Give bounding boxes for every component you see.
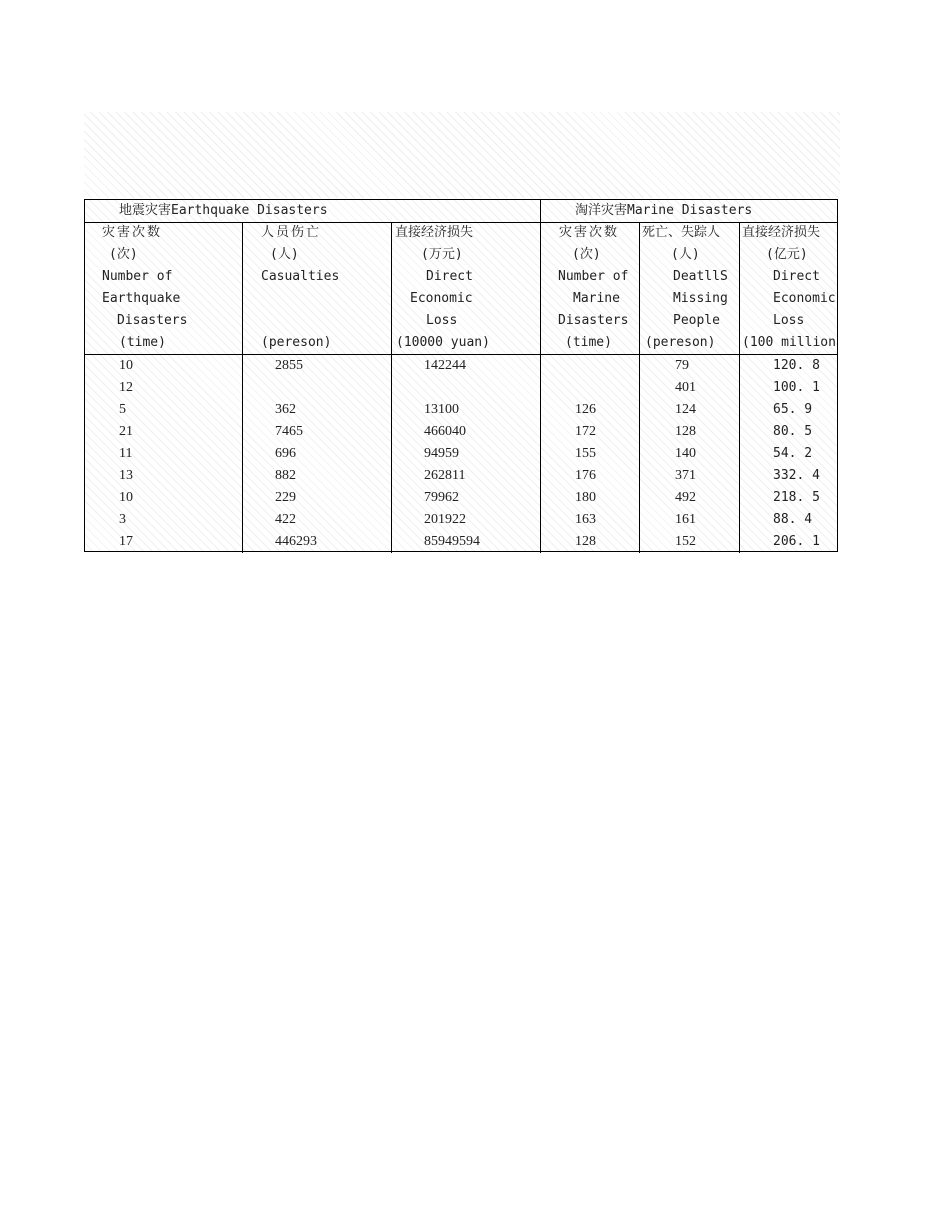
table-cell: 176 [575,468,596,483]
table-cell: 262811 [424,468,466,483]
col-header-line: (人) [671,247,700,262]
table-cell: 882 [275,468,296,483]
table-cell: 13100 [424,402,459,417]
col-header-line: Missing [673,291,728,306]
table-cell: 94959 [424,446,459,461]
disaster-table [84,199,838,552]
table-cell: 229 [275,490,296,505]
table-cell: 332. 4 [773,468,820,483]
col-header-line: Number of [102,269,173,284]
col-header-line: Disasters [117,313,188,328]
table-cell: 10 [119,358,133,373]
col-header-line: 直接经济损失 [395,225,474,240]
table-cell: 7465 [275,424,303,439]
table-row [85,443,837,465]
table-cell: 17 [119,534,133,549]
table-cell: 13 [119,468,133,483]
table-cell: 120. 8 [773,358,820,373]
table-cell: 2855 [275,358,303,373]
col-header-line: (100 million [742,335,836,350]
table-cell: 152 [675,534,696,549]
table-cell: 401 [675,380,696,395]
col-header-line: (pereson) [645,335,716,350]
table-cell: 65. 9 [773,402,813,417]
col-header-line: (time) [119,335,166,350]
table-cell: 21 [119,424,133,439]
col-header-line: Economic [410,291,473,306]
col-header-line: Number of [558,269,629,284]
col-header-line: 灾害次数 [102,225,163,240]
col-header-line: (人) [270,247,299,262]
table-cell: 492 [675,490,696,505]
table-cell: 124 [675,402,696,417]
table-row [85,509,837,531]
table-cell: 85949594 [424,534,480,549]
col-header-line: (10000 yuan) [396,335,490,350]
col-header-line: (亿元) [766,247,808,262]
table-cell: 696 [275,446,296,461]
group-header-marine: 淘洋灾害Marine Disasters [575,203,753,218]
table-cell: 155 [575,446,596,461]
col-header-line: (万元) [421,247,463,262]
table-cell: 80. 5 [773,424,813,439]
table-cell: 12 [119,380,133,395]
table-cell: 128 [575,534,596,549]
table-cell: 79962 [424,490,459,505]
table-cell: 3 [119,512,126,527]
title-band [84,112,840,198]
col-header-line: 死亡、失踪人 [642,225,721,240]
table-cell: 466040 [424,424,466,439]
col-header-line: Loss [773,313,805,328]
group-header-earthquake: 地震灾害Earthquake Disasters [119,203,328,218]
table-row [85,531,837,553]
table-cell: 126 [575,402,596,417]
table-cell: 371 [675,468,696,483]
table-cell: 201922 [424,512,466,527]
table-cell: 54. 2 [773,446,813,461]
table-cell: 10 [119,490,133,505]
col-header-line: (次) [109,247,138,262]
table-cell: 88. 4 [773,512,813,527]
table-body [85,355,837,553]
col-header-line: Marine [573,291,620,306]
col-header-line: Loss [426,313,458,328]
table-cell: 140 [675,446,696,461]
table-row [85,487,837,509]
col-header-line: 人员伤亡 [261,225,322,240]
col-header-line: DeatllS [673,269,728,284]
table-cell: 163 [575,512,596,527]
col-header-line: Casualties [261,269,340,284]
col-header-line: People [673,313,720,328]
table-cell: 5 [119,402,126,417]
table-cell: 362 [275,402,296,417]
table-row [85,421,837,443]
col-header-line: (pereson) [261,335,332,350]
table-cell: 218. 5 [773,490,820,505]
table-cell: 142244 [424,358,466,373]
table-row [85,355,837,377]
col-header-line: Earthquake [102,291,181,306]
table-cell: 422 [275,512,296,527]
table-cell: 172 [575,424,596,439]
col-header-line: (次) [572,247,601,262]
table-cell: 161 [675,512,696,527]
col-header-line: Direct [773,269,820,284]
col-header-line: Disasters [558,313,629,328]
table-cell: 79 [675,358,689,373]
col-header-line: 灾害次数 [559,225,620,240]
table-cell: 100. 1 [773,380,820,395]
table-cell: 206. 1 [773,534,820,549]
table-row [85,377,837,399]
table-row [85,465,837,487]
table-row [85,399,837,421]
col-header-line: Direct [426,269,473,284]
table-cell: 11 [119,446,133,461]
table-cell: 446293 [275,534,317,549]
col-header-line: Economic [773,291,836,306]
col-header-line: (time) [565,335,612,350]
table-cell: 128 [675,424,696,439]
table-cell: 180 [575,490,596,505]
col-header-line: 直接经济损失 [742,225,821,240]
